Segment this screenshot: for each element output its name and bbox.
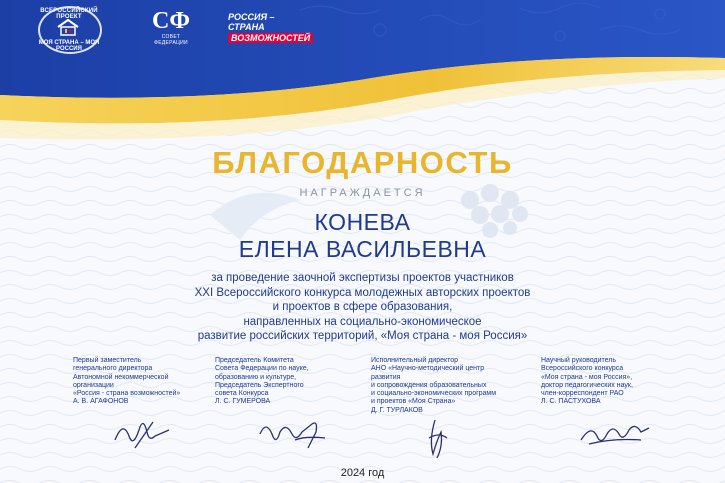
signatory-line: Совета Федерации по науке, <box>215 365 309 373</box>
signatory-line: и социально-экономических программ <box>371 390 497 398</box>
signatory-line: «Россия - страна возможностей» <box>73 390 181 398</box>
certificate-title: БЛАГОДАРНОСТЬ <box>212 145 513 180</box>
logo-russia-line1: РОССИЯ – <box>228 12 275 22</box>
description-line: XXI Всероссийского конкурса молодежных авторских проектов <box>194 286 531 299</box>
award-description <box>120 271 605 344</box>
signature-turlakov <box>405 410 485 460</box>
signatory-line: Автономной некоммерческой <box>73 373 169 381</box>
signatory-name: Д. Г. ТУРЛАКОВ <box>371 406 423 414</box>
logo-sf-mark: СФ <box>152 8 190 34</box>
signatory-line: Всероссийского конкурса <box>541 365 624 373</box>
signatory-line: генерального директора <box>73 365 153 373</box>
signatory-line: «Моя страна - моя Россия», <box>541 373 633 381</box>
signatory-gumerova <box>215 357 340 407</box>
awarded-label: НАГРАЖДАЕТСЯ <box>299 187 426 199</box>
signatory-line: организации <box>73 381 114 389</box>
recipient-surname: КОНЕВА <box>314 209 411 235</box>
signatory-name: Л. С. ПАСТУХОВА <box>541 398 601 406</box>
description-line: и проектов в сфере образования, <box>272 301 453 313</box>
signatory-line: член-корреспондент РАО <box>541 390 624 398</box>
house-icon <box>56 18 80 36</box>
logo-russia-line2: СТРАНА <box>228 22 265 32</box>
signatory-name: А. В. АГАФОНОВ <box>73 398 129 406</box>
signature-pastukhova <box>575 410 655 460</box>
signatory-line: Первый заместитель <box>73 357 142 364</box>
signatory-line: Исполнительный директор <box>371 357 459 364</box>
signatory-line: доктор педагогических наук, <box>541 381 633 389</box>
description-line: развитие российских территорий, «Моя страна - моя Россия» <box>197 330 528 342</box>
logo-project-top-text: ВСЕРОССИЙСКИЙ ПРОЕКТ <box>40 8 98 20</box>
logo-sf-text: СОВЕТ ФЕДЕРАЦИИ <box>154 34 188 46</box>
signatory-turlakov <box>371 357 511 415</box>
signature-agafonov <box>105 410 185 460</box>
signatory-line: АНО «Научно-методический центр развития <box>371 365 485 381</box>
description-line: направленных на социально-экономическое <box>243 315 482 328</box>
recipient-given-names: ЕЛЕНА ВАСИЛЬЕВНА <box>238 236 487 262</box>
federation-council-logo <box>148 8 194 54</box>
signatory-line: Научный руководитель <box>541 357 617 364</box>
signatory-line: Председатель Комитета <box>215 357 294 364</box>
signatory-name: Л. С. ГУМЕРОВА <box>215 398 271 406</box>
signatory-pastukhova <box>541 357 671 407</box>
signatory-line: Председатель Экспертного <box>215 381 304 389</box>
project-logo <box>30 6 110 54</box>
certificate-year: 2024 год <box>340 467 385 479</box>
logo-russia-line3: ВОЗМОЖНОСТЕЙ <box>228 33 313 43</box>
signatory-line: совета Конкурса <box>215 390 269 398</box>
signatory-line: и сопровождения образовательных <box>371 381 487 389</box>
signatory-line: образованию и культуре, <box>215 373 297 381</box>
russia-opportunities-logo <box>228 12 313 43</box>
signatory-line: и проектов «Моя Страна» <box>371 398 456 406</box>
signature-gumerova <box>255 410 335 460</box>
signatory-agafonov <box>73 357 198 407</box>
description-line: за проведение заочной экспертизы проектов участников <box>211 272 514 284</box>
logo-project-bottom-text: МОЯ СТРАНА – МОЯ РОССИЯ <box>38 40 100 52</box>
